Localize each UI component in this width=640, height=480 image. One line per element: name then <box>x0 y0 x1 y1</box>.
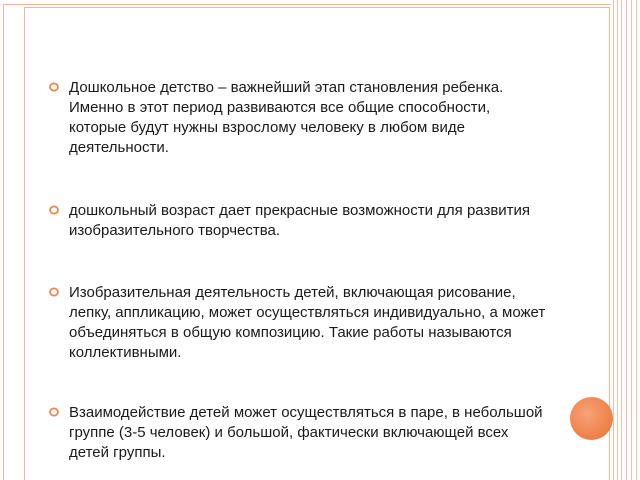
list-item <box>48 403 548 463</box>
list-item <box>48 201 548 241</box>
decorative-vertical-line <box>621 0 622 480</box>
bullet-text: дошкольный возраст дает прекрасные возможности для развития изобразительного творчества. <box>69 202 531 239</box>
orange-ring-bullet-icon <box>48 81 62 93</box>
list-item <box>48 78 548 158</box>
orange-ring-bullet-icon <box>48 286 62 298</box>
bullet-text: Изобразительная деятельность детей, включающая рисование, лепку, аппликацию, может осуществляться индивидуально, а может объединяться в общую композицию. Такие работы называются коллективными. <box>69 284 546 361</box>
decorative-vertical-line <box>617 0 618 480</box>
bullet-text: Взаимодействие детей может осуществляться в паре, в небольшой группе (3-5 человек) и большой, фактически включающей всех детей группы. <box>69 404 543 461</box>
list-item <box>48 283 548 363</box>
decorative-vertical-line <box>613 0 614 480</box>
orange-ring-bullet-icon <box>48 204 62 216</box>
orange-circle-decoration <box>570 397 613 440</box>
decorative-vertical-line <box>626 0 627 480</box>
decorative-vertical-line <box>631 0 632 480</box>
orange-ring-bullet-icon <box>48 406 62 418</box>
bullet-text: Дошкольное детство – важнейший этап становления ребенка. Именно в этот период развиваются все общие способности, которые будут нужны взрослому человеку в любом виде деятельности. <box>69 79 504 156</box>
decorative-vertical-line <box>636 0 637 480</box>
